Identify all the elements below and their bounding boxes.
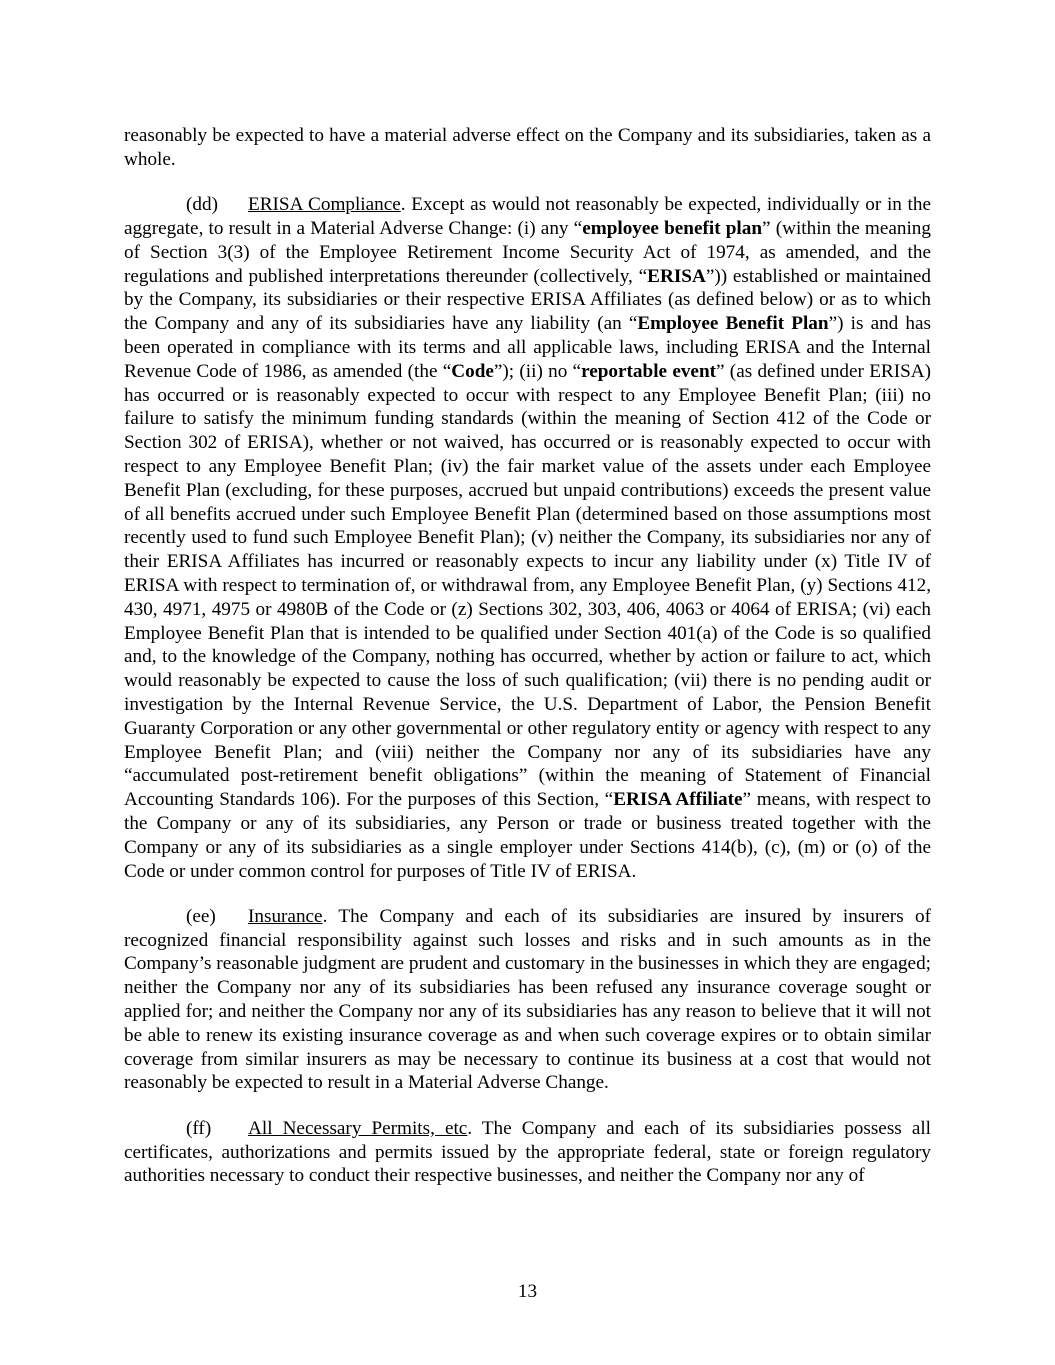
document-page bbox=[124, 124, 931, 1210]
defined-term-employee-benefit-plan-caps: Employee Benefit Plan bbox=[637, 313, 829, 335]
section-ff-text: . The Company and each of its subsidiaries possess all certificates, authorizations and permits issued by the appropriate federal, state or foreign regulatory authorities necessary to conduct their respective businesses, and neither the Company nor any of bbox=[124, 1117, 931, 1187]
defined-term-code: Code bbox=[451, 360, 494, 382]
section-dd-text: ” (within the meaning of Section 3(3) of the Employee Retirement Income Security Act of 1974, as amended, and the regulations and published interpretations thereunder (collectively, “ bbox=[124, 217, 931, 287]
section-ee-text: . The Company and each of its subsidiaries are insured by insurers of recognized financial responsibility against such losses and risks and in such amounts as in the Company’s reasonable judgment are prudent and customary in the businesses in which they are engaged; neither the Company nor any of its subsidiaries has been refused any insurance coverage sought or applied for; and neither the Company nor any of its subsidiaries has any reason to believe that it will not be able to renew its existing insurance coverage as and when such coverage expires or to obtain similar coverage from similar insurers as may be necessary to continue its business at a cost that would not reasonably be expected to result in a Material Adverse Change. bbox=[124, 905, 931, 1094]
section-dd-text: ”); (ii) no “ bbox=[493, 360, 582, 382]
section-ff-number: (ff) bbox=[186, 1117, 212, 1139]
section-dd-number: (dd) bbox=[186, 194, 218, 216]
defined-term-employee-benefit-plan: employee benefit plan bbox=[582, 217, 763, 239]
section-ee-heading: Insurance bbox=[248, 905, 323, 927]
section-dd-text: ”) is and has been operated in compliance with its terms and all applicable laws, including ERISA and the Internal Revenue Code of 1986, as amended (the “ bbox=[124, 313, 931, 382]
continuation-text: reasonably be expected to have a material adverse effect on the Company and its subsidiaries, taken as a whole. bbox=[124, 125, 931, 170]
section-ff-heading: All Necessary Permits, etc bbox=[248, 1117, 468, 1139]
page-number: 13 bbox=[517, 1281, 538, 1302]
section-dd-text: ”)) established or maintained by the Company, its subsidiaries or their respective ERISA Affiliates (as defined below) or as to which the Company and any of its subsidiaries have any liability (an “ bbox=[124, 265, 931, 335]
section-ee-paragraph bbox=[124, 905, 931, 1095]
defined-term-erisa: ERISA bbox=[647, 265, 706, 287]
section-dd-text: ” (as defined under ERISA) has occurred or is reasonably expected to occur with respect to any Employee Benefit Plan; (iii) no failure to satisfy the minimum funding standards (within the meaning of Section 412 of the Code or Section 302 of ERISA), whether or not waived, has occurred or is reasonably expected to occur with respect to any Employee Benefit Plan; (iv) the fair market value of the assets under each Employee Benefit Plan (excluding, for these purposes, accrued but unpaid contributions) exceeds the present value of all benefits accrued under such Employee Benefit Plan (determined based on those assumptions most recently used to fund such Employee Benefit Plan); (v) neither the Company, its subsidiaries nor any of their ERISA Affiliates has incurred or reasonably expects to incur any liability under (x) Title IV of ERISA with respect to termination of, or withdrawal from, any Employee Benefit Plan, (y) Sections 412, 430, 4971, 4975 or 4980B of the Code or (z) Sections 302, 303, 406, 4063 or 4064 of ERISA; (vi) each Employee Benefit Plan that is intended to be qualified under Section 401(a) of the Code is so qualified and, to the knowledge of the Company, nothing has occurred, whether by action or failure to act, which would reasonably be expected to cause the loss of such qualification; (vii) there is no pending audit or investigation by the Internal Revenue Service, the U.S. Department of Labor, the Pension Benefit Guaranty Corporation or any other governmental or other regulatory entity or agency with respect to any Employee Benefit Plan; and (viii) neither the Company nor any of its subsidiaries have any “accumulated post-retirement benefit obligations” (within the meaning of Statement of Financial Accounting Standards 106). For the purposes of this Section, “ bbox=[124, 360, 932, 811]
section-ff-paragraph bbox=[124, 1117, 931, 1188]
section-dd-text: ” means, with respect to the Company or any of its subsidiaries, any Person or trade or business treated together with the Company or any of its subsidiaries as a single employer under Sections 414(b), (c), (m) or (o) of the Code or under common control for purposes of Title IV of ERISA. bbox=[124, 789, 931, 882]
section-dd-heading: ERISA Compliance bbox=[248, 194, 401, 216]
section-ee-number: (ee) bbox=[186, 905, 216, 927]
continuation-paragraph bbox=[124, 124, 931, 172]
section-dd-text: . Except as would not reasonably be expected, individually or in the aggregate, to result in a Material Adverse Change: (i) any “ bbox=[124, 194, 931, 239]
defined-term-reportable-event: reportable event bbox=[581, 360, 717, 382]
section-dd-paragraph bbox=[124, 193, 931, 883]
defined-term-erisa-affiliate: ERISA Affiliate bbox=[613, 789, 743, 811]
